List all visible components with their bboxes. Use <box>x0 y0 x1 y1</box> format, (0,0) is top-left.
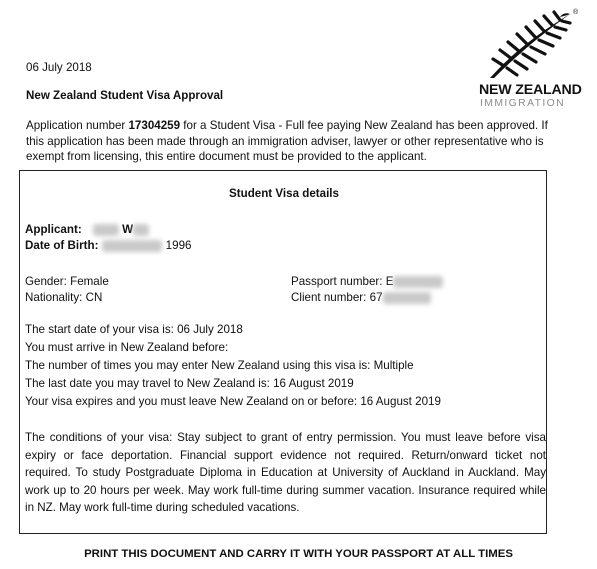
last-travel-date: The last date you may travel to New Zealand is: 16 August 2019 <box>25 377 354 390</box>
logo-text-new-zealand: NEW ZEALAND <box>479 82 582 98</box>
applicant-label: Applicant: <box>25 223 82 236</box>
redacted-name <box>133 224 149 236</box>
footer-notice: PRINT THIS DOCUMENT AND CARRY IT WITH YOUR PASSPORT AT ALL TIMES <box>84 548 513 560</box>
visa-conditions: The conditions of your visa: Stay subject to grant of entry permission. You must leave before visa expiry or face deportation. Financial support evidence not required. Return/onward ticket not required. To study Postgraduate Diploma in Education at University of Auckland in Auckland. May work up to 20 hours per week. May work full-time during summer vacation. Insurance required while in NZ. May work full-time during scheduled vacations. <box>25 431 546 514</box>
redacted-name <box>93 224 119 236</box>
dob-label: Date of Birth: <box>25 239 99 252</box>
redacted-client <box>383 292 431 304</box>
client-visible: 67 <box>369 291 383 304</box>
redacted-dob <box>102 240 162 252</box>
logo-text-immigration: IMMIGRATION <box>480 98 566 109</box>
visa-start-date: The start date of your visa is: 06 July 2018 <box>25 323 243 336</box>
applicant-visible: W <box>122 223 134 236</box>
details-title: Student Visa details <box>229 187 339 200</box>
dob-visible: 1996 <box>165 239 192 252</box>
passport-label: Passport number: <box>291 275 386 288</box>
letter-date: 06 July 2018 <box>26 61 92 74</box>
letter-heading: New Zealand Student Visa Approval <box>26 89 224 102</box>
intro-paragraph: Application number 17304259 for a Student Visa - Full fee paying New Zealand has been approved. If this application has been made through an immigration adviser, lawyer or other representative who is exempt from licensing, this entire document must be provided to the applicant. <box>26 119 548 163</box>
applicant-row <box>25 222 149 237</box>
entry-count: The number of times you may enter New Zealand using this visa is: Multiple <box>25 359 414 372</box>
arrival-deadline: You must arrive in New Zealand before: <box>25 341 229 354</box>
visa-details-box <box>19 170 547 534</box>
nationality: Nationality: CN <box>25 291 103 304</box>
redacted-passport <box>393 276 443 288</box>
passport-visible: E <box>385 275 394 288</box>
visa-expiry: Your visa expires and you must leave New Zealand on or before: 16 August 2019 <box>25 395 441 408</box>
client-label: Client number: <box>291 291 370 304</box>
passport-row <box>291 274 443 289</box>
gender: Gender: Female <box>25 275 109 288</box>
application-number: 17304259 <box>128 119 181 132</box>
client-row <box>291 290 431 305</box>
silver-fern-icon <box>484 8 579 80</box>
registered-mark: ® <box>573 9 579 16</box>
dob-row <box>25 238 191 253</box>
